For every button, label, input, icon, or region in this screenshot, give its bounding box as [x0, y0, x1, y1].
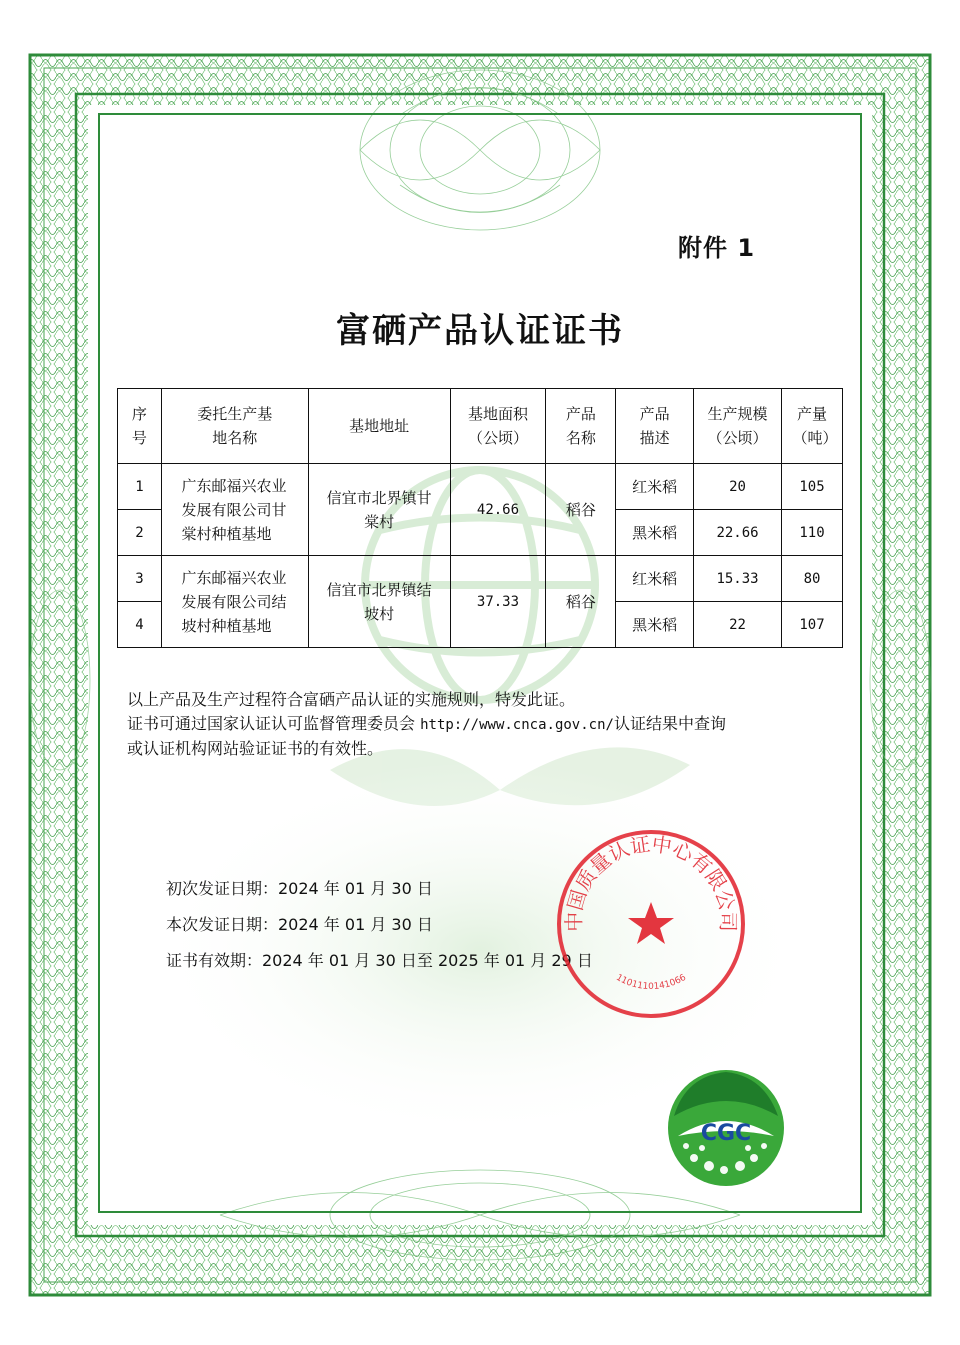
seal-code-text: 1101110141066: [614, 972, 688, 993]
product-desc-cell: 黑米稻: [616, 510, 694, 556]
address-cell: 信宜市北界镇结坡村: [308, 556, 450, 648]
header-serial: 序号: [118, 389, 162, 464]
product-name-cell: 稻谷: [546, 556, 616, 648]
product-desc-cell: 红米稻: [616, 556, 694, 602]
current-issue-date: 本次发证日期：2024 年 01 月 30 日: [166, 915, 433, 934]
base-name-cell: 广东邮福兴农业发展有限公司结坡村种植基地: [161, 556, 308, 648]
certificate-dates: [166, 878, 593, 986]
row-serial: 4: [118, 602, 162, 648]
scale-cell: 22.66: [694, 510, 782, 556]
scale-cell: 20: [694, 464, 782, 510]
statement-line-2: [127, 712, 857, 737]
attachment-label: 附件 1: [678, 234, 756, 262]
header-area: 基地面积（公顷）: [450, 389, 546, 464]
address-cell: 信宜市北界镇甘棠村: [308, 464, 450, 556]
scale-cell: 15.33: [694, 556, 782, 602]
scale-cell: 22: [694, 602, 782, 648]
cgc-logo: [664, 1066, 788, 1190]
inner-frame: [98, 113, 862, 1213]
table-header-row: [118, 389, 843, 464]
official-seal-stamp: [553, 826, 749, 1022]
yield-cell: 105: [782, 464, 843, 510]
yield-cell: 107: [782, 602, 843, 648]
area-cell: 42.66: [450, 464, 546, 556]
seal-org-text: 中国质量认证中心有限公司: [561, 831, 741, 932]
row-serial: 3: [118, 556, 162, 602]
certificate-statement: [127, 688, 857, 761]
base-name-cell: 广东邮福兴农业发展有限公司甘棠村种植基地: [161, 464, 308, 556]
header-yield: 产量（吨）: [782, 389, 843, 464]
product-desc-cell: 红米稻: [616, 464, 694, 510]
row-serial: 1: [118, 464, 162, 510]
area-cell: 37.33: [450, 556, 546, 648]
statement-line-1: 以上产品及生产过程符合富硒产品认证的实施规则，特发此证。: [127, 690, 576, 709]
logo-text: CGC: [700, 1121, 752, 1146]
svg-text:1101110141066: [614, 973, 688, 992]
statement-line-2-suffix: 认证结果中查询: [613, 714, 726, 733]
first-issue-date: 初次发证日期：2024 年 01 月 30 日: [166, 879, 433, 898]
seal-star-icon: [628, 902, 674, 944]
row-serial: 2: [118, 510, 162, 556]
validity-period: 证书有效期：2024 年 01 月 30 日至 2025 年 01 月 29 日: [166, 951, 593, 970]
product-desc-cell: 黑米稻: [616, 602, 694, 648]
header-product-name: 产品名称: [546, 389, 616, 464]
header-address: 基地地址: [308, 389, 450, 464]
product-name-cell: 稻谷: [546, 464, 616, 556]
certification-table: [117, 388, 843, 648]
header-base-name: 委托生产基地名称: [161, 389, 308, 464]
statement-line-3: 或认证机构网站验证证书的有效性。: [127, 739, 384, 758]
table-row: [118, 556, 843, 602]
header-scale: 生产规模（公顷）: [694, 389, 782, 464]
yield-cell: 110: [782, 510, 843, 556]
certificate-title: 富硒产品认证证书: [336, 311, 624, 351]
verification-url[interactable]: http://www.cnca.gov.cn/: [420, 717, 614, 733]
yield-cell: 80: [782, 556, 843, 602]
statement-line-2-text: 证书可通过国家认证认可监督管理委员会: [127, 714, 421, 733]
table-row: [118, 464, 843, 510]
header-product-desc: 产品描述: [616, 389, 694, 464]
